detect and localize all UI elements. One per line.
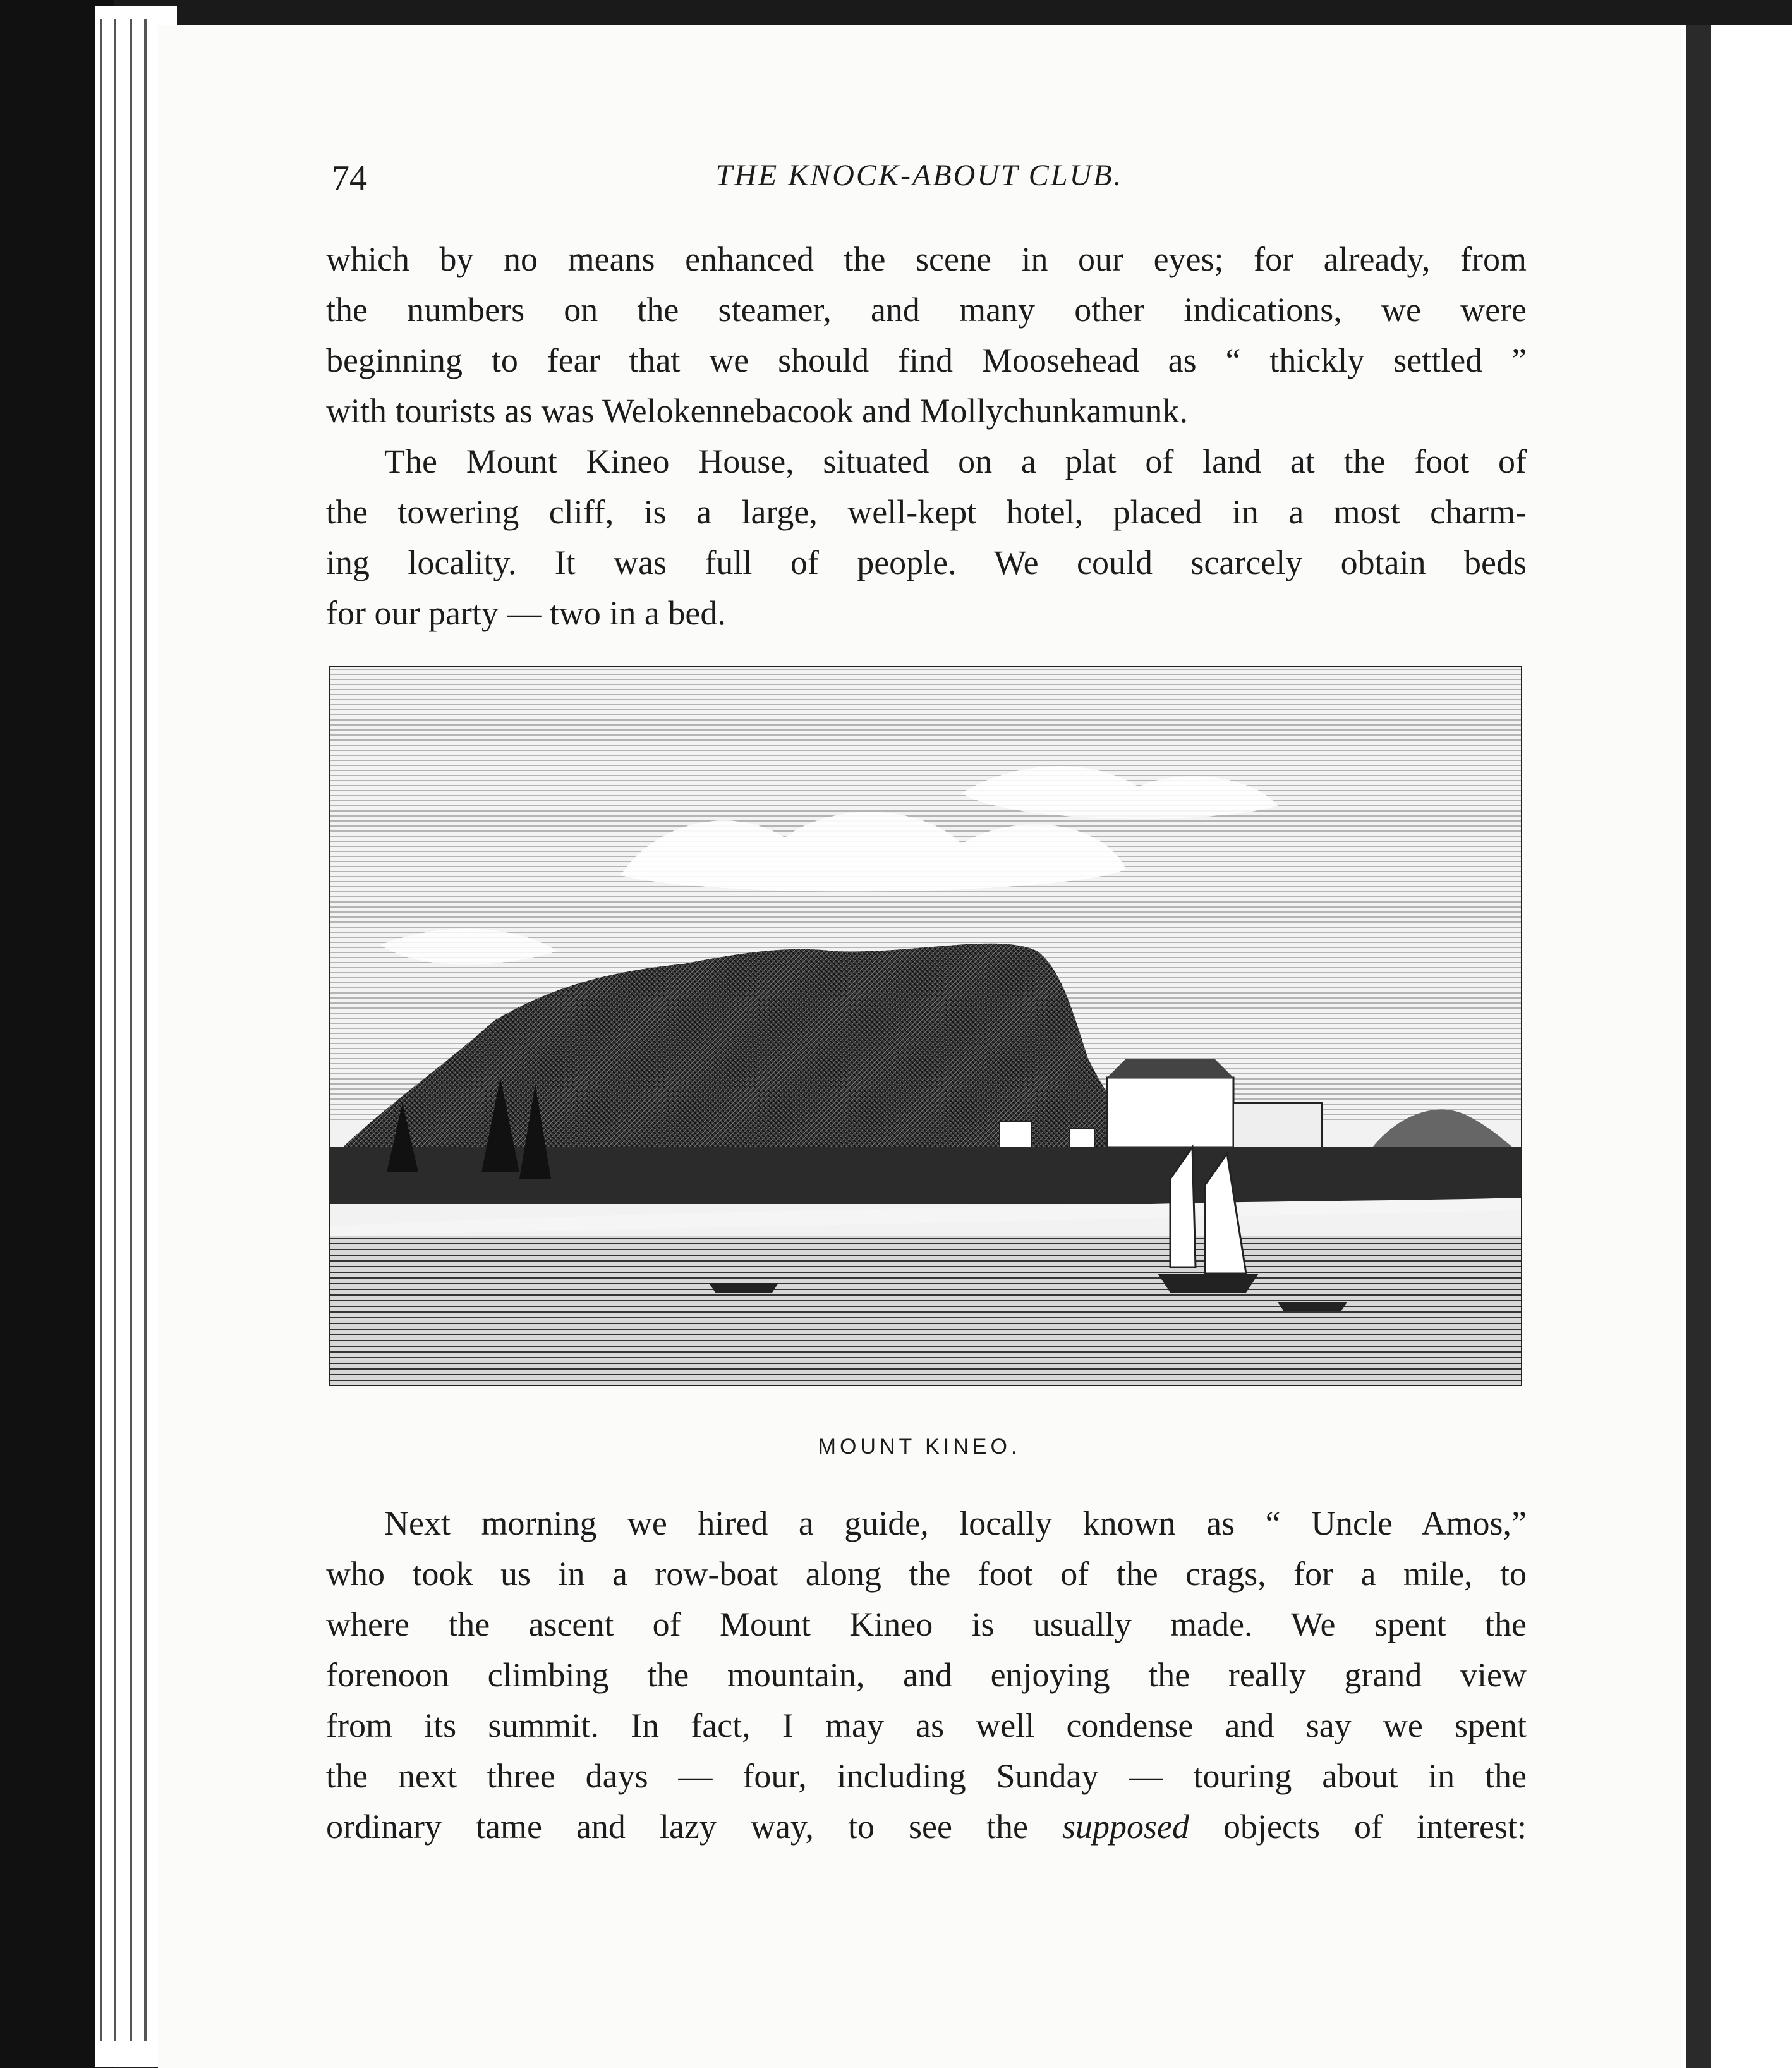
paragraph bbox=[326, 1498, 1527, 1852]
figure-caption: MOUNT KINEO. bbox=[818, 1435, 1021, 1459]
book-page bbox=[158, 25, 1681, 2068]
text-line: forenoon climbing the mountain, and enjoying the really grand view bbox=[326, 1656, 1527, 1694]
text-line: the numbers on the steamer, and many other indications, we were bbox=[326, 291, 1527, 329]
paragraph bbox=[326, 436, 1527, 638]
page-edge-line bbox=[114, 19, 116, 2041]
italic-word: supposed bbox=[1062, 1808, 1189, 1846]
text-line: where the ascent of Mount Kineo is usually made. We spent the bbox=[326, 1605, 1527, 1643]
paragraph bbox=[326, 234, 1527, 436]
hotel-roof bbox=[1107, 1059, 1233, 1078]
text-line: which by no means enhanced the scene in our eyes; for already, from bbox=[326, 240, 1527, 278]
page-edge-line bbox=[130, 19, 132, 2041]
lake bbox=[330, 1236, 1521, 1385]
gutter-shadow bbox=[1686, 25, 1711, 2068]
text-line: beginning to fear that we should find Moosehead as “ thickly settled ” bbox=[326, 341, 1527, 379]
running-title: THE KNOCK-ABOUT CLUB. bbox=[715, 159, 1123, 192]
text-line: The Mount Kineo House, situated on a plat of land at the foot of bbox=[384, 442, 1527, 480]
text-line: who took us in a row-boat along the foot of the crags, for a mile, to bbox=[326, 1555, 1527, 1593]
text-line: ing locality. It was full of people. We could scarcely obtain beds bbox=[326, 544, 1527, 581]
text-line: the next three days — four, including Sunday — touring about in the bbox=[326, 1757, 1527, 1795]
engraving-mount-kineo bbox=[329, 666, 1522, 1386]
annex bbox=[1233, 1103, 1322, 1153]
rowboat bbox=[709, 1283, 778, 1292]
text-line: Next morning we hired a guide, locally known as “ Uncle Amos,” bbox=[384, 1504, 1527, 1542]
text-line: for our party — two in a bed. bbox=[326, 594, 726, 632]
page-edge-line bbox=[144, 19, 147, 2041]
page-edge-line bbox=[100, 19, 102, 2041]
text-line: with tourists as was Welokennebacook and Mollychunkamunk. bbox=[326, 392, 1188, 430]
boat-hull bbox=[1158, 1274, 1259, 1292]
text-span: ordinary tame and lazy way, to see the bbox=[326, 1808, 1028, 1846]
hotel bbox=[1107, 1078, 1233, 1147]
rowboat bbox=[1278, 1302, 1347, 1311]
page-header bbox=[158, 158, 1681, 209]
page-number: 74 bbox=[332, 159, 367, 198]
text-span: objects of interest: bbox=[1223, 1808, 1527, 1846]
text-line bbox=[326, 1801, 1527, 1852]
small-house bbox=[1000, 1122, 1031, 1147]
small-house bbox=[1069, 1128, 1094, 1148]
text-line: from its summit. In fact, I may as well condense and say we spent bbox=[326, 1706, 1527, 1744]
text-line: the towering cliff, is a large, well-kept hotel, placed in a most charm- bbox=[326, 493, 1527, 531]
